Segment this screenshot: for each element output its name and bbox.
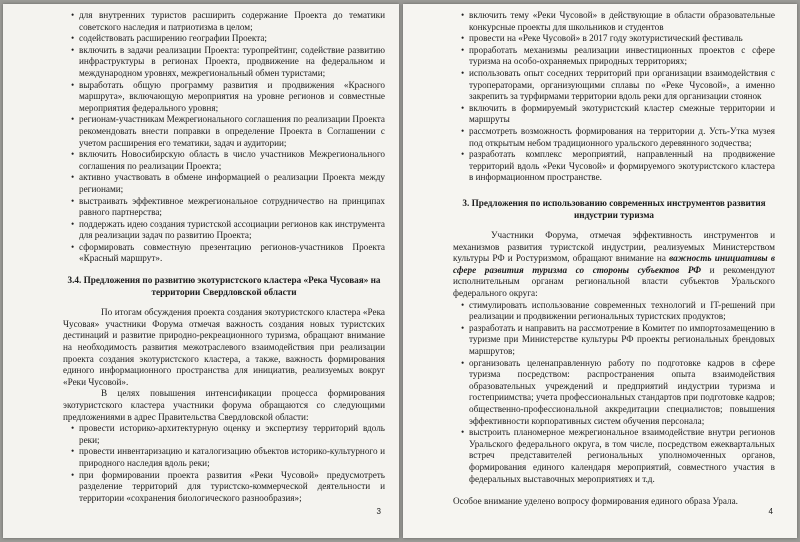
section-heading-3-4: 3.4. Предложения по развитию экотуристского кластера «Река Чусовая» на территории Свердловской области <box>67 275 381 297</box>
list-item: • выработать общую программу развития и продвижения «Красного маршрута», включающую мероприятия на уровне регионов и совместные мероприятия федерального уровня; <box>63 80 385 115</box>
page-right-text <box>453 10 775 508</box>
list-item: • выстроить планомерное межрегиональное взаимодействие внутри регионов Уральского федерального округа, в том числе, посредством ежеквартальных встреч представителей региональных уполномоченных органов, формирования единого календаря мероприятий, совместного участия в федеральных выставочных мероприятиях и т.д. <box>453 427 775 485</box>
paragraph <box>453 230 775 300</box>
page-left <box>3 4 399 538</box>
list-item: • поддержать идею создания туристской ассоциации регионов как инструмента для реализации задач по развитию Проекта; <box>63 219 385 242</box>
list-item: • разработать и направить на рассмотрение в Комитет по импортозамещению в туризме при Министерстве культуры РФ проекты региональных брендовых маршрутов; <box>453 323 775 358</box>
list-item: • проработать механизмы реализации инвестиционных проектов с сфере туризма на особо-охраняемых природных территориях; <box>453 45 775 68</box>
list-item: • для внутренних туристов расширить содержание Проекта до тематики советского наследия и патриотизма в целом; <box>63 10 385 33</box>
list-item: • использовать опыт соседних территорий при организации взаимодействия с туроператорами, организующими сплавы по «Реке Чусовой», а именно закрепить за турфирмами территории вдоль реки для организации стоянок <box>453 68 775 103</box>
section-heading-3: 3. Предложения по использованию современных инструментов развития индустрии туризма <box>462 197 766 220</box>
paragraph: В целях повышения интенсификации процесса формирования экотуристского кластера участники форума обращаются со следующими предложениями в адрес Правительства Свердловской области: <box>63 388 385 422</box>
list-item: • сформировать совместную презентацию регионов-участников Проекта «Красный маршрут». <box>63 242 385 265</box>
list-item: • выстраивать эффективное межрегиональное сотрудничество на принципах равного партнерства; <box>63 196 385 219</box>
page-number: 4 <box>768 507 773 516</box>
paragraph-text: и рекомендуют исполнительным органам региональной власти субъектов Уральского федерального округа: <box>453 264 775 299</box>
closing-paragraph: Особое внимание уделено вопросу формирования единого образа Урала. <box>453 496 738 507</box>
emphasis-text: важность инициативы в сфере развития туризма со стороны субъектов РФ <box>453 253 775 275</box>
page-number: 3 <box>376 507 381 516</box>
list-item: • активно участвовать в обмене информацией о реализации Проекта между регионами; <box>63 172 385 195</box>
list-item: • организовать целенаправленную работу по подготовке кадров в сфере туризма посредством: распространения опыта взаимодействия образовательных учреждений и предприятий индустрии туризма и гостеприимства; учета профессиональных стандартов при подготовке кадров; общественно-профессиональной аккредитации специалистов; повышения эффективности корпоративных систем обучения персонала; <box>453 358 775 428</box>
list-item: • провести на «Реке Чусовой» в 2017 году экотуристический фестиваль <box>453 33 775 45</box>
list-item: • разработать комплекс мероприятий, направленный на продвижение территорий вдоль «Реки Чусовой» и формируемого экотуристского кластера в информационном пространстве. <box>453 149 775 184</box>
list-item: • регионам-участникам Межрегионального соглашения по реализации Проекта рекомендовать внести поправки в определение Проекта в Соглашении с учетом расширения его тематики, задач и аудитории; <box>63 114 385 149</box>
paragraph: По итогам обсуждения проекта создания экотуристского кластера «Река Чусовая» участники Форума отмечая важность создания новых туристских дестинаций и развитие природно-рекреационного туризма, обращают внимание на необходимость развития межотраслевого взаимодействия при реализации проекта создания экотуристского кластера, а также, важность формирования единого информационного пространства для инициатив, реализуемых вокруг «Реки Чусовой». <box>63 307 385 387</box>
list-item: • включить в формируемый экотуристский кластер смежные территории и маршруты <box>453 103 775 126</box>
list-item: • включить в задачи реализации Проекта: туропрейтинг, содействие развитию инфраструктуры в регионах Проекта, продвижение на федеральном и международном уровнях, межрегиональный обмен туристами; <box>63 45 385 80</box>
list-item: • провести инвентаризацию и каталогизацию объектов историко-культурного и природного наследия вдоль реки; <box>63 446 385 469</box>
paragraph-text: Участники Форума, отмечая эффективность инструментов и механизмов развития туристской индустрии, реализуемых Министерством культуры РФ и Ростуризмом, обращают внимание на <box>453 230 775 264</box>
list-item: • содействовать расширению географии Проекта; <box>63 33 385 45</box>
list-item: • включить Новосибирскую область в число участников Межрегионального соглашения по реализации Проекта; <box>63 149 385 172</box>
spacer <box>453 485 775 496</box>
list-item: • включить тему «Реки Чусовой» в действующие в области образовательные конкурсные проекты для школьников и студентов <box>453 10 775 33</box>
page-right <box>403 4 797 538</box>
list-item: • рассмотреть возможность формирования на территории д. Усть-Утка музея под открытым небом традиционного уральского деревянного зодчества; <box>453 126 775 149</box>
list-item: • провести историко-архитектурную оценку и экспертизу территорий вдоль реки; <box>63 423 385 446</box>
list-item: • стимулировать использование современных технологий и IT-решений при реализации и продвижении региональных туристских продуктов; <box>453 300 775 323</box>
list-item: • при формировании проекта развития «Реки Чусовой» предусмотреть разделение территорий для туристско-коммерческой деятельности и территории «сохранения биологического разнообразия»; <box>63 470 385 505</box>
page-left-text <box>63 10 385 504</box>
